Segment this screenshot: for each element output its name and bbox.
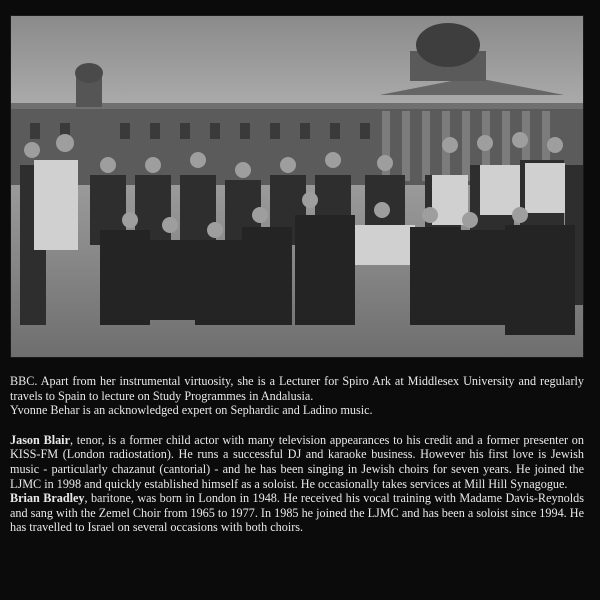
brian-bradley-bio: , baritone, was born in London in 1948. He received his vocal training with Madame Davis-Reynolds and sang with the Zemel Choir from 1965 to 1977. In 1985 he joined the LJMC and has been a soloist since 1994. He has travelled to Israel on several occasions with both choirs. [10, 491, 584, 535]
jason-blair-name: Jason Blair [10, 432, 70, 447]
yvonne-text: Yvonne Behar is an acknowledged expert on Sephardic and Ladino music. [10, 403, 373, 418]
brian-bradley-name: Brian Bradley [10, 491, 85, 506]
paragraph-yvonne [10, 403, 584, 418]
group-photo [10, 15, 584, 358]
biography-text [10, 374, 584, 535]
jason-blair-bio: , tenor, is a former child actor with many television appearances to his credit and a former presenter on KISS-FM (London radiostation). He runs a successful DJ and karaoke business. However his first love is Jewish music - particularly chazanut (cantorial) - and he has been singing in Jewish choirs for seven years. He joined the LJMC in 1998 and quickly established himself as a soloist. He occasionally takes services at Mill Hill Synagogue. [10, 432, 584, 491]
intro-text: BBC. Apart from her instrumental virtuosity, she is a Lecturer for Spiro Ark at Middlesex University and regularly travels to Spain to lecture on Study Programmes in Andalusia. [10, 374, 584, 403]
paragraph-jason-blair [10, 433, 584, 491]
paragraph-brian-bradley [10, 491, 584, 535]
paragraph-intro [10, 374, 584, 403]
group-photo-image [10, 15, 584, 358]
